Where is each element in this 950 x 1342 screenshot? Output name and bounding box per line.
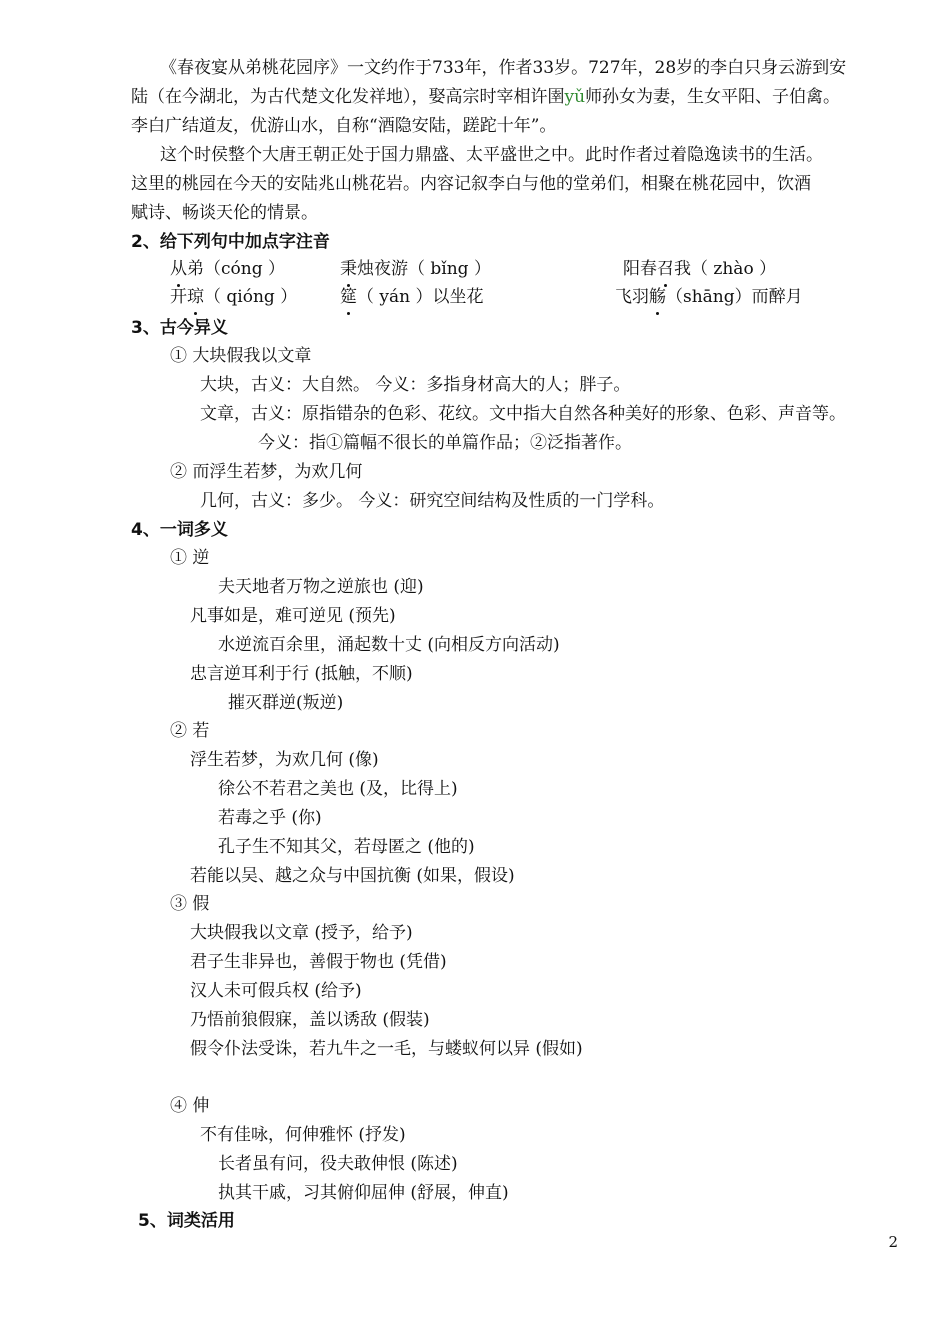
- intro-line-2-post: 师孙女为妻，生女平阳、子伯禽。: [585, 87, 841, 107]
- intro-line-1: 《春夜宴从弟桃花园序》一文约作于733年，作者33岁。727年，28岁的李白只身云游到安: [160, 58, 847, 78]
- s4-group-1: ① 逆: [170, 548, 210, 568]
- s3-item-1: ① 大块假我以文章: [170, 346, 312, 366]
- pinyin-item-1: [170, 256, 285, 282]
- s4-group-2: ② 若: [170, 721, 210, 741]
- pinyin-item-text: 飞羽: [615, 287, 649, 307]
- s4-example: 摧灭群逆(叛逆): [228, 693, 344, 713]
- s4-example: 孔子生不知其父，若母匿之 (他的): [218, 837, 475, 857]
- dotted-char: 琼: [187, 284, 204, 310]
- pinyin-item-text: 我（ zhào ）: [674, 259, 777, 279]
- s4-example: 若毒之乎 (你): [218, 808, 322, 828]
- pinyin-item-3: [623, 256, 776, 282]
- pinyin-item-6: [615, 284, 803, 310]
- s4-example: 夫天地者万物之逆旅也 (迎): [218, 577, 424, 597]
- intro-line-3: 李白广结道友，优游山水，自称“酒隐安陆，蹉跎十年”。: [131, 116, 557, 136]
- s3-item-1-b: 文章，古义：原指错杂的色彩、花纹。文中指大自然各种美好的形象、色彩、声音等。: [200, 404, 846, 424]
- s4-example: 执其干戚，习其俯仰屈伸 (舒展，伸直): [218, 1183, 509, 1203]
- s4-example: 君子生非异也，善假于物也 (凭借): [190, 952, 447, 972]
- s4-example: 忠言逆耳利于行 (抵触，不顺): [190, 664, 413, 684]
- section-4-heading: 4、一词多义: [131, 520, 228, 540]
- dotted-char: 秉: [340, 256, 357, 282]
- pinyin-annotation: yǔ: [564, 87, 586, 107]
- pinyin-item-text: （ yán ）以坐花: [357, 287, 484, 307]
- s4-example: 长者虽有问，役夫敢伸恨 (陈述): [218, 1154, 458, 1174]
- s4-example: 徐公不若君之美也 (及，比得上): [218, 779, 458, 799]
- s3-item-1-a: 大块，古义：大自然。 今义：多指身材高大的人；胖子。: [200, 375, 631, 395]
- intro-line-5: 这里的桃园在今天的安陆兆山桃花岩。内容记叙李白与他的堂弟们，相聚在桃花园中，饮酒: [131, 174, 811, 194]
- s4-group-3: ③ 假: [170, 894, 210, 914]
- s4-example: 乃悟前狼假寐，盖以诱敌 (假装): [190, 1010, 430, 1030]
- dotted-char: 筵: [340, 284, 357, 310]
- section-2-heading: 2、给下列句中加点字注音: [131, 232, 330, 252]
- pinyin-item-text: （ qióng ）: [204, 287, 298, 307]
- intro-line-2-pre: 陆（在今湖北，为古代楚文化发祥地），娶高宗时宰相许圉: [131, 87, 565, 107]
- pinyin-item-text: 阳春: [623, 259, 657, 279]
- pinyin-item-5: [340, 284, 484, 310]
- section-3-heading: 3、古今异义: [131, 318, 228, 338]
- page-number: 2: [888, 1233, 898, 1251]
- pinyin-item-2: [340, 256, 491, 282]
- section-5-heading: 5、词类活用: [138, 1211, 235, 1231]
- s4-group-4: ④ 伸: [170, 1096, 210, 1116]
- pinyin-item-4: [170, 284, 297, 310]
- pinyin-item-text: （shāng）而醉月: [666, 287, 803, 307]
- intro-line-2: [131, 84, 840, 110]
- intro-line-4: 这个时侯整个大唐王朝正处于国力鼎盛、太平盛世之中。此时作者过着隐逸读书的生活。: [160, 145, 823, 165]
- s4-example: 大块假我以文章 (授予，给予): [190, 923, 413, 943]
- s3-item-2-a: 几何，古义：多少。 今义：研究空间结构及性质的一门学科。: [200, 491, 665, 511]
- s4-example: 若能以吴、越之众与中国抗衡 (如果，假设): [190, 866, 515, 886]
- dotted-char: 觞: [649, 284, 666, 310]
- s4-example: 浮生若梦，为欢几何 (像): [190, 750, 379, 770]
- s4-example: 凡事如是，难可逆见 (预先): [190, 606, 396, 626]
- dotted-char: 从: [170, 256, 187, 282]
- s4-example: 假令仆法受诛，若九牛之一毛，与蝼蚁何以异 (假如): [190, 1039, 583, 1059]
- s4-example: 汉人未可假兵权 (给予): [190, 981, 362, 1001]
- s4-example: 水逆流百余里，涌起数十丈 (向相反方向活动): [218, 635, 560, 655]
- pinyin-item-text: 烛夜游（ bǐng ）: [357, 259, 491, 279]
- s3-item-2: ② 而浮生若梦，为欢几何: [170, 462, 363, 482]
- pinyin-item-text: 弟（cóng ）: [187, 259, 285, 279]
- intro-line-6: 赋诗、畅谈天伦的情景。: [131, 203, 318, 223]
- s3-item-1-c: 今义：指①篇幅不很长的单篇作品；②泛指著作。: [258, 433, 632, 453]
- pinyin-item-text: 开: [170, 287, 187, 307]
- s4-example: 不有佳咏，何伸雅怀 (抒发): [200, 1125, 406, 1145]
- dotted-char: 召: [657, 256, 674, 282]
